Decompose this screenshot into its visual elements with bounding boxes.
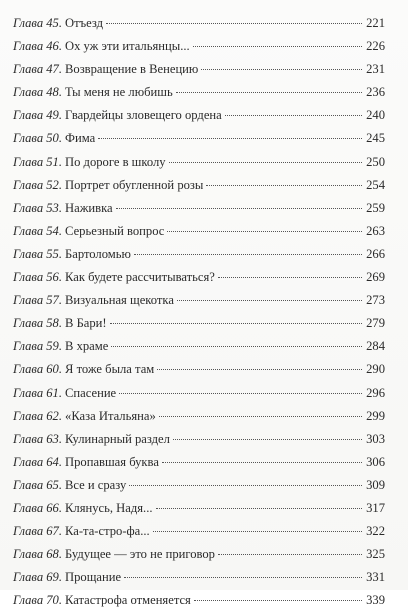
chapter-title: Будущее — это не приговор bbox=[65, 547, 215, 562]
chapter-label: Глава 67. bbox=[13, 524, 63, 539]
page-number: 273 bbox=[366, 293, 385, 308]
chapter-title: Катастрофа отменяется bbox=[65, 593, 191, 608]
page-number: 259 bbox=[366, 200, 385, 215]
toc-entry bbox=[13, 127, 385, 150]
page-number: 236 bbox=[366, 85, 385, 100]
dot-leader bbox=[134, 254, 362, 255]
chapter-label: Глава 64. bbox=[13, 454, 63, 469]
page-number: 250 bbox=[366, 154, 385, 169]
chapter-title: В храме bbox=[65, 339, 109, 354]
dot-leader bbox=[201, 69, 362, 70]
toc-entry bbox=[13, 358, 385, 381]
page-number: 299 bbox=[366, 408, 385, 423]
chapter-title: По дороге в школу bbox=[65, 154, 166, 169]
page-number: 331 bbox=[366, 570, 385, 585]
chapter-label: Глава 50. bbox=[13, 131, 63, 146]
toc-entry bbox=[13, 197, 385, 220]
chapter-title: Фима bbox=[65, 131, 96, 146]
chapter-label: Глава 58. bbox=[13, 316, 63, 331]
chapter-label: Глава 46. bbox=[13, 39, 63, 54]
chapter-title: «Каза Итальяна» bbox=[65, 408, 156, 423]
chapter-label: Глава 62. bbox=[13, 408, 63, 423]
toc-entry bbox=[13, 266, 385, 289]
page-number: 226 bbox=[366, 39, 385, 54]
page-number: 240 bbox=[366, 108, 385, 123]
chapter-label: Глава 68. bbox=[13, 547, 63, 562]
dot-leader bbox=[169, 162, 362, 163]
toc-entry bbox=[13, 497, 385, 520]
toc-entry bbox=[13, 151, 385, 174]
dot-leader bbox=[124, 577, 362, 578]
toc-entry bbox=[13, 312, 385, 335]
page-number: 263 bbox=[366, 223, 385, 238]
chapter-label: Глава 51. bbox=[13, 154, 63, 169]
dot-leader bbox=[177, 300, 362, 301]
dot-leader bbox=[162, 462, 362, 463]
dot-leader bbox=[129, 485, 362, 486]
toc-entry bbox=[13, 405, 385, 428]
page-number: 254 bbox=[366, 177, 385, 192]
chapter-title: Возвращение в Венецию bbox=[65, 62, 199, 77]
page-number: 245 bbox=[366, 131, 385, 146]
dot-leader bbox=[156, 508, 363, 509]
dot-leader bbox=[157, 369, 362, 370]
chapter-label: Глава 52. bbox=[13, 177, 63, 192]
page-number: 279 bbox=[366, 316, 385, 331]
dot-leader bbox=[193, 46, 362, 47]
chapter-title: Как будете рассчитываться? bbox=[65, 270, 215, 285]
toc-entry bbox=[13, 589, 385, 612]
page-number: 296 bbox=[366, 385, 385, 400]
page-number: 284 bbox=[366, 339, 385, 354]
dot-leader bbox=[218, 277, 362, 278]
chapter-title: Ты меня не любишь bbox=[65, 85, 173, 100]
page-number: 290 bbox=[366, 362, 385, 377]
chapter-label: Глава 45. bbox=[13, 16, 63, 30]
dot-leader bbox=[116, 208, 362, 209]
page-number: 231 bbox=[366, 62, 385, 77]
chapter-label: Глава 65. bbox=[13, 477, 63, 492]
page-number: 266 bbox=[366, 246, 385, 261]
dot-leader bbox=[194, 600, 362, 601]
toc-entry bbox=[13, 289, 385, 312]
toc-entry bbox=[13, 520, 385, 543]
chapter-label: Глава 63. bbox=[13, 431, 63, 446]
page-number: 325 bbox=[366, 547, 385, 562]
chapter-title: Все и сразу bbox=[65, 477, 127, 492]
chapter-title: Отъезд bbox=[65, 16, 104, 30]
table-of-contents bbox=[13, 12, 385, 612]
dot-leader bbox=[111, 346, 362, 347]
chapter-label: Глава 54. bbox=[13, 223, 63, 238]
dot-leader bbox=[173, 439, 362, 440]
page-number: 221 bbox=[366, 16, 385, 30]
dot-leader bbox=[98, 138, 362, 139]
page-number: 339 bbox=[366, 593, 385, 608]
chapter-title: Прощание bbox=[65, 570, 122, 585]
toc-entry bbox=[13, 428, 385, 451]
page-number: 309 bbox=[366, 477, 385, 492]
chapter-title: Портрет обугленной розы bbox=[65, 177, 204, 192]
chapter-label: Глава 57. bbox=[13, 293, 63, 308]
toc-entry bbox=[13, 174, 385, 197]
toc-entry bbox=[13, 81, 385, 104]
toc-entry bbox=[13, 566, 385, 589]
dot-leader bbox=[159, 416, 362, 417]
dot-leader bbox=[218, 554, 362, 555]
chapter-label: Глава 61. bbox=[13, 385, 63, 400]
toc-entry bbox=[13, 243, 385, 266]
toc-entry bbox=[13, 104, 385, 127]
chapter-title: Кулинарный раздел bbox=[65, 431, 170, 446]
chapter-title: Я тоже была там bbox=[65, 362, 155, 377]
page-number: 317 bbox=[366, 500, 385, 515]
toc-entry bbox=[13, 474, 385, 497]
chapter-label: Глава 70. bbox=[13, 593, 63, 608]
dot-leader bbox=[167, 231, 362, 232]
chapter-label: Глава 53. bbox=[13, 200, 63, 215]
toc-entry bbox=[13, 58, 385, 81]
chapter-title: В Бари! bbox=[65, 316, 107, 331]
chapter-label: Глава 55. bbox=[13, 246, 63, 261]
chapter-title: Спасение bbox=[65, 385, 117, 400]
toc-entry bbox=[13, 220, 385, 243]
chapter-title: Гвардейцы зловещего ордена bbox=[65, 108, 222, 123]
page-number: 306 bbox=[366, 454, 385, 469]
toc-entry bbox=[13, 451, 385, 474]
chapter-title: Ка-та-стро-фа... bbox=[65, 524, 150, 539]
dot-leader bbox=[106, 23, 362, 24]
toc-entry bbox=[13, 12, 385, 35]
chapter-label: Глава 66. bbox=[13, 500, 63, 515]
chapter-label: Глава 69. bbox=[13, 570, 63, 585]
chapter-title: Пропавшая буква bbox=[65, 454, 159, 469]
chapter-label: Глава 60. bbox=[13, 362, 63, 377]
dot-leader bbox=[176, 92, 362, 93]
page-number: 269 bbox=[366, 270, 385, 285]
chapter-title: Наживка bbox=[65, 200, 113, 215]
toc-entry bbox=[13, 543, 385, 566]
chapter-title: Клянусь, Надя... bbox=[65, 500, 153, 515]
toc-entry bbox=[13, 335, 385, 358]
chapter-title: Бартоломью bbox=[65, 246, 131, 261]
chapter-label: Глава 49. bbox=[13, 108, 63, 123]
chapter-title: Визуальная щекотка bbox=[65, 293, 174, 308]
chapter-label: Глава 59. bbox=[13, 339, 63, 354]
chapter-label: Глава 47. bbox=[13, 62, 63, 77]
dot-leader bbox=[225, 115, 362, 116]
chapter-label: Глава 48. bbox=[13, 85, 63, 100]
chapter-title: Серьезный вопрос bbox=[65, 223, 165, 238]
dot-leader bbox=[206, 185, 362, 186]
toc-entry bbox=[13, 35, 385, 58]
page-number: 303 bbox=[366, 431, 385, 446]
chapter-label: Глава 56. bbox=[13, 270, 63, 285]
dot-leader bbox=[153, 531, 362, 532]
chapter-title: Ох уж эти итальянцы... bbox=[65, 39, 190, 54]
page-number: 322 bbox=[366, 524, 385, 539]
dot-leader bbox=[119, 393, 362, 394]
dot-leader bbox=[110, 323, 362, 324]
toc-entry bbox=[13, 382, 385, 405]
